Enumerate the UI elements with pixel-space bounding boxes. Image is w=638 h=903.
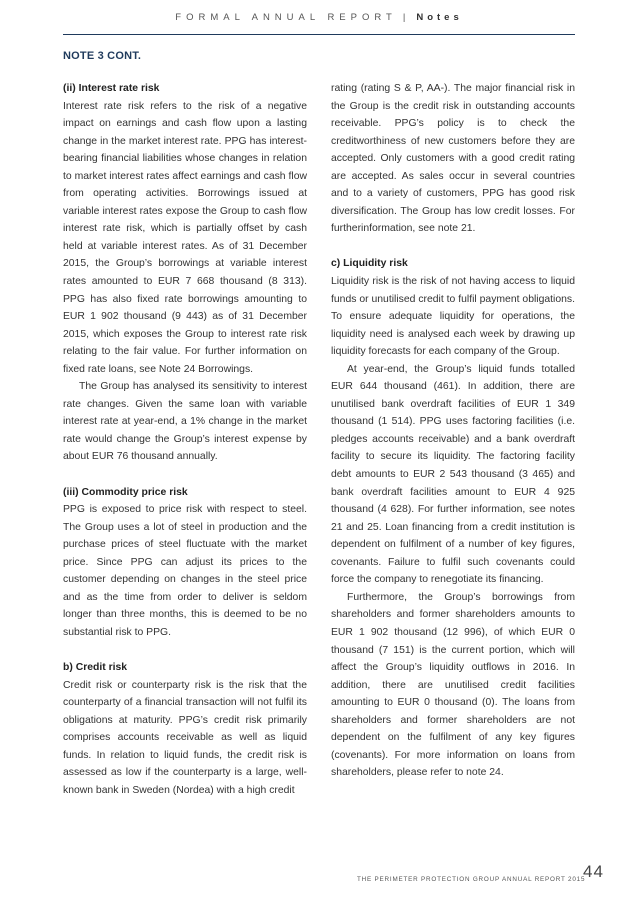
liquidity-risk-heading: c) Liquidity risk (331, 258, 408, 270)
credit-risk-paragraph-continued: rating (rating S & P, AA-). The major financial risk in the Group is the credit risk in outstanding accounts receivable. PPG’s policy is to check the creditworthiness of new customers before they are accepted. Only customers with a good credit rating are accepted. As sales occur in several countries and to a variety of customers, PPG has good risk diversification. The Group has low credit losses. For furtherinformation, see note 21. (331, 83, 575, 235)
interest-rate-risk-paragraph-2: The Group has analysed its sensitivity to interest rate changes. Given the same loan with variable interest rate at year-end, a 1% change in the market rate would change the Group’s interest expense by about EUR 76 thousand annually. (63, 381, 307, 463)
liquidity-risk-paragraph-2: At year-end, the Group’s liquid funds totalled EUR 644 thousand (461). In addition, there are unutilised bank overdraft facilities of EUR 1 349 thousand (1 514). PPG uses factoring facilities (i.e. pledges accounts receivable) and a bank overdraft facility to secure its liquidity. The factoring facility debt amounts to EUR 2 543 thousand (3 465) and bank overdraft facilities amount to EUR 4 925 thousand (4 628). For further information, see notes 21 and 25. Loan financing from a credit institution is dependent on fulfilment of a number of key figures, covenants. Failure to fulfil such covenants could force the company to renegotiate its financing. (331, 363, 575, 586)
header-title: FORMAL ANNUAL REPORT (175, 12, 397, 23)
header-separator: | (402, 12, 411, 23)
interest-rate-risk-paragraph-1: Interest rate risk refers to the risk of a negative impact on earnings and cash flow upon a lasting change in the market interest rate. PPG has interest-bearing financial liabilities whose changes in relation to market interest rates affect earnings and cash flow from operating activities. Borrowings issued at variable interest rates expose the Group to cash flow interest rate risk, which is partially offset by cash held at variable interest rates. As of 31 December 2015, the Group’s borrowings at variable interest rates amounted to EUR 7 668 thousand (8 313). PPG has also fixed rate borrowings amounting to EUR 1 902 thousand (9 443) as of 31 December 2015, which exposes the Group to interest rate risk relating to the fair value. For further information on fixed rate loans, see Note 24 Borrowings. (63, 100, 307, 375)
commodity-price-risk-heading: (iii) Commodity price risk (63, 486, 188, 498)
header-section: Notes (416, 12, 463, 23)
spacer (63, 642, 307, 660)
right-column (331, 80, 575, 782)
liquidity-risk-paragraph-3: Furthermore, the Group’s borrowings from shareholders and former shareholders amounts to EUR 1 902 thousand (12 996), of which EUR 0 thousand (7 151) is the current portion, which will affect the Group’s liquidity outflows in 2016. In addition, there are unutilised credit facilities amounting to EUR 0 thousand (0). The loans from shareholders and former shareholders are not dependent on the fulfilment of any key figures (covenants). For more information on loans from shareholders, please refer to note 24. (331, 591, 575, 779)
note-title: NOTE 3 CONT. (63, 50, 142, 62)
liquidity-risk-paragraph-1: Liquidity risk is the risk of not having access to liquid funds or unutilised credit to fulfil payment obligations. To ensure adequate liquidity for operations, the liquidity need is analysed each week by drawing up liquidity forecasts for each company of the Group. (331, 276, 575, 358)
running-header (0, 12, 638, 23)
left-column (63, 80, 307, 799)
credit-risk-paragraph: Credit risk or counterparty risk is the risk that the counterparty of a financial transaction will not fulfil its obligations at maturity. PPG’s credit risk primarily comprises accounts receivable as well as liquid funds. In relation to liquid funds, the credit risk is assessed as low if the counterparty is a large, well-known bank in Sweden (Nordea) with a high credit (63, 679, 307, 796)
footer-report-title: THE PERIMETER PROTECTION GROUP ANNUAL REPORT 2015 (357, 876, 586, 883)
interest-rate-risk-heading: (ii) Interest rate risk (63, 83, 160, 94)
spacer (63, 466, 307, 484)
page-number: 44 (583, 862, 604, 881)
header-rule (63, 34, 575, 35)
spacer (331, 238, 575, 256)
commodity-price-risk-paragraph: PPG is exposed to price risk with respect to steel. The Group uses a lot of steel in production and the purchase prices of steel fluctuate with the market price. Since PPG can adjust its prices to the customer depending on changes in the steel price and as the time from order to deliver is seldom longer than three months, this is deemed to be no substantial risk to PPG. (63, 504, 307, 638)
credit-risk-heading: b) Credit risk (63, 662, 128, 674)
